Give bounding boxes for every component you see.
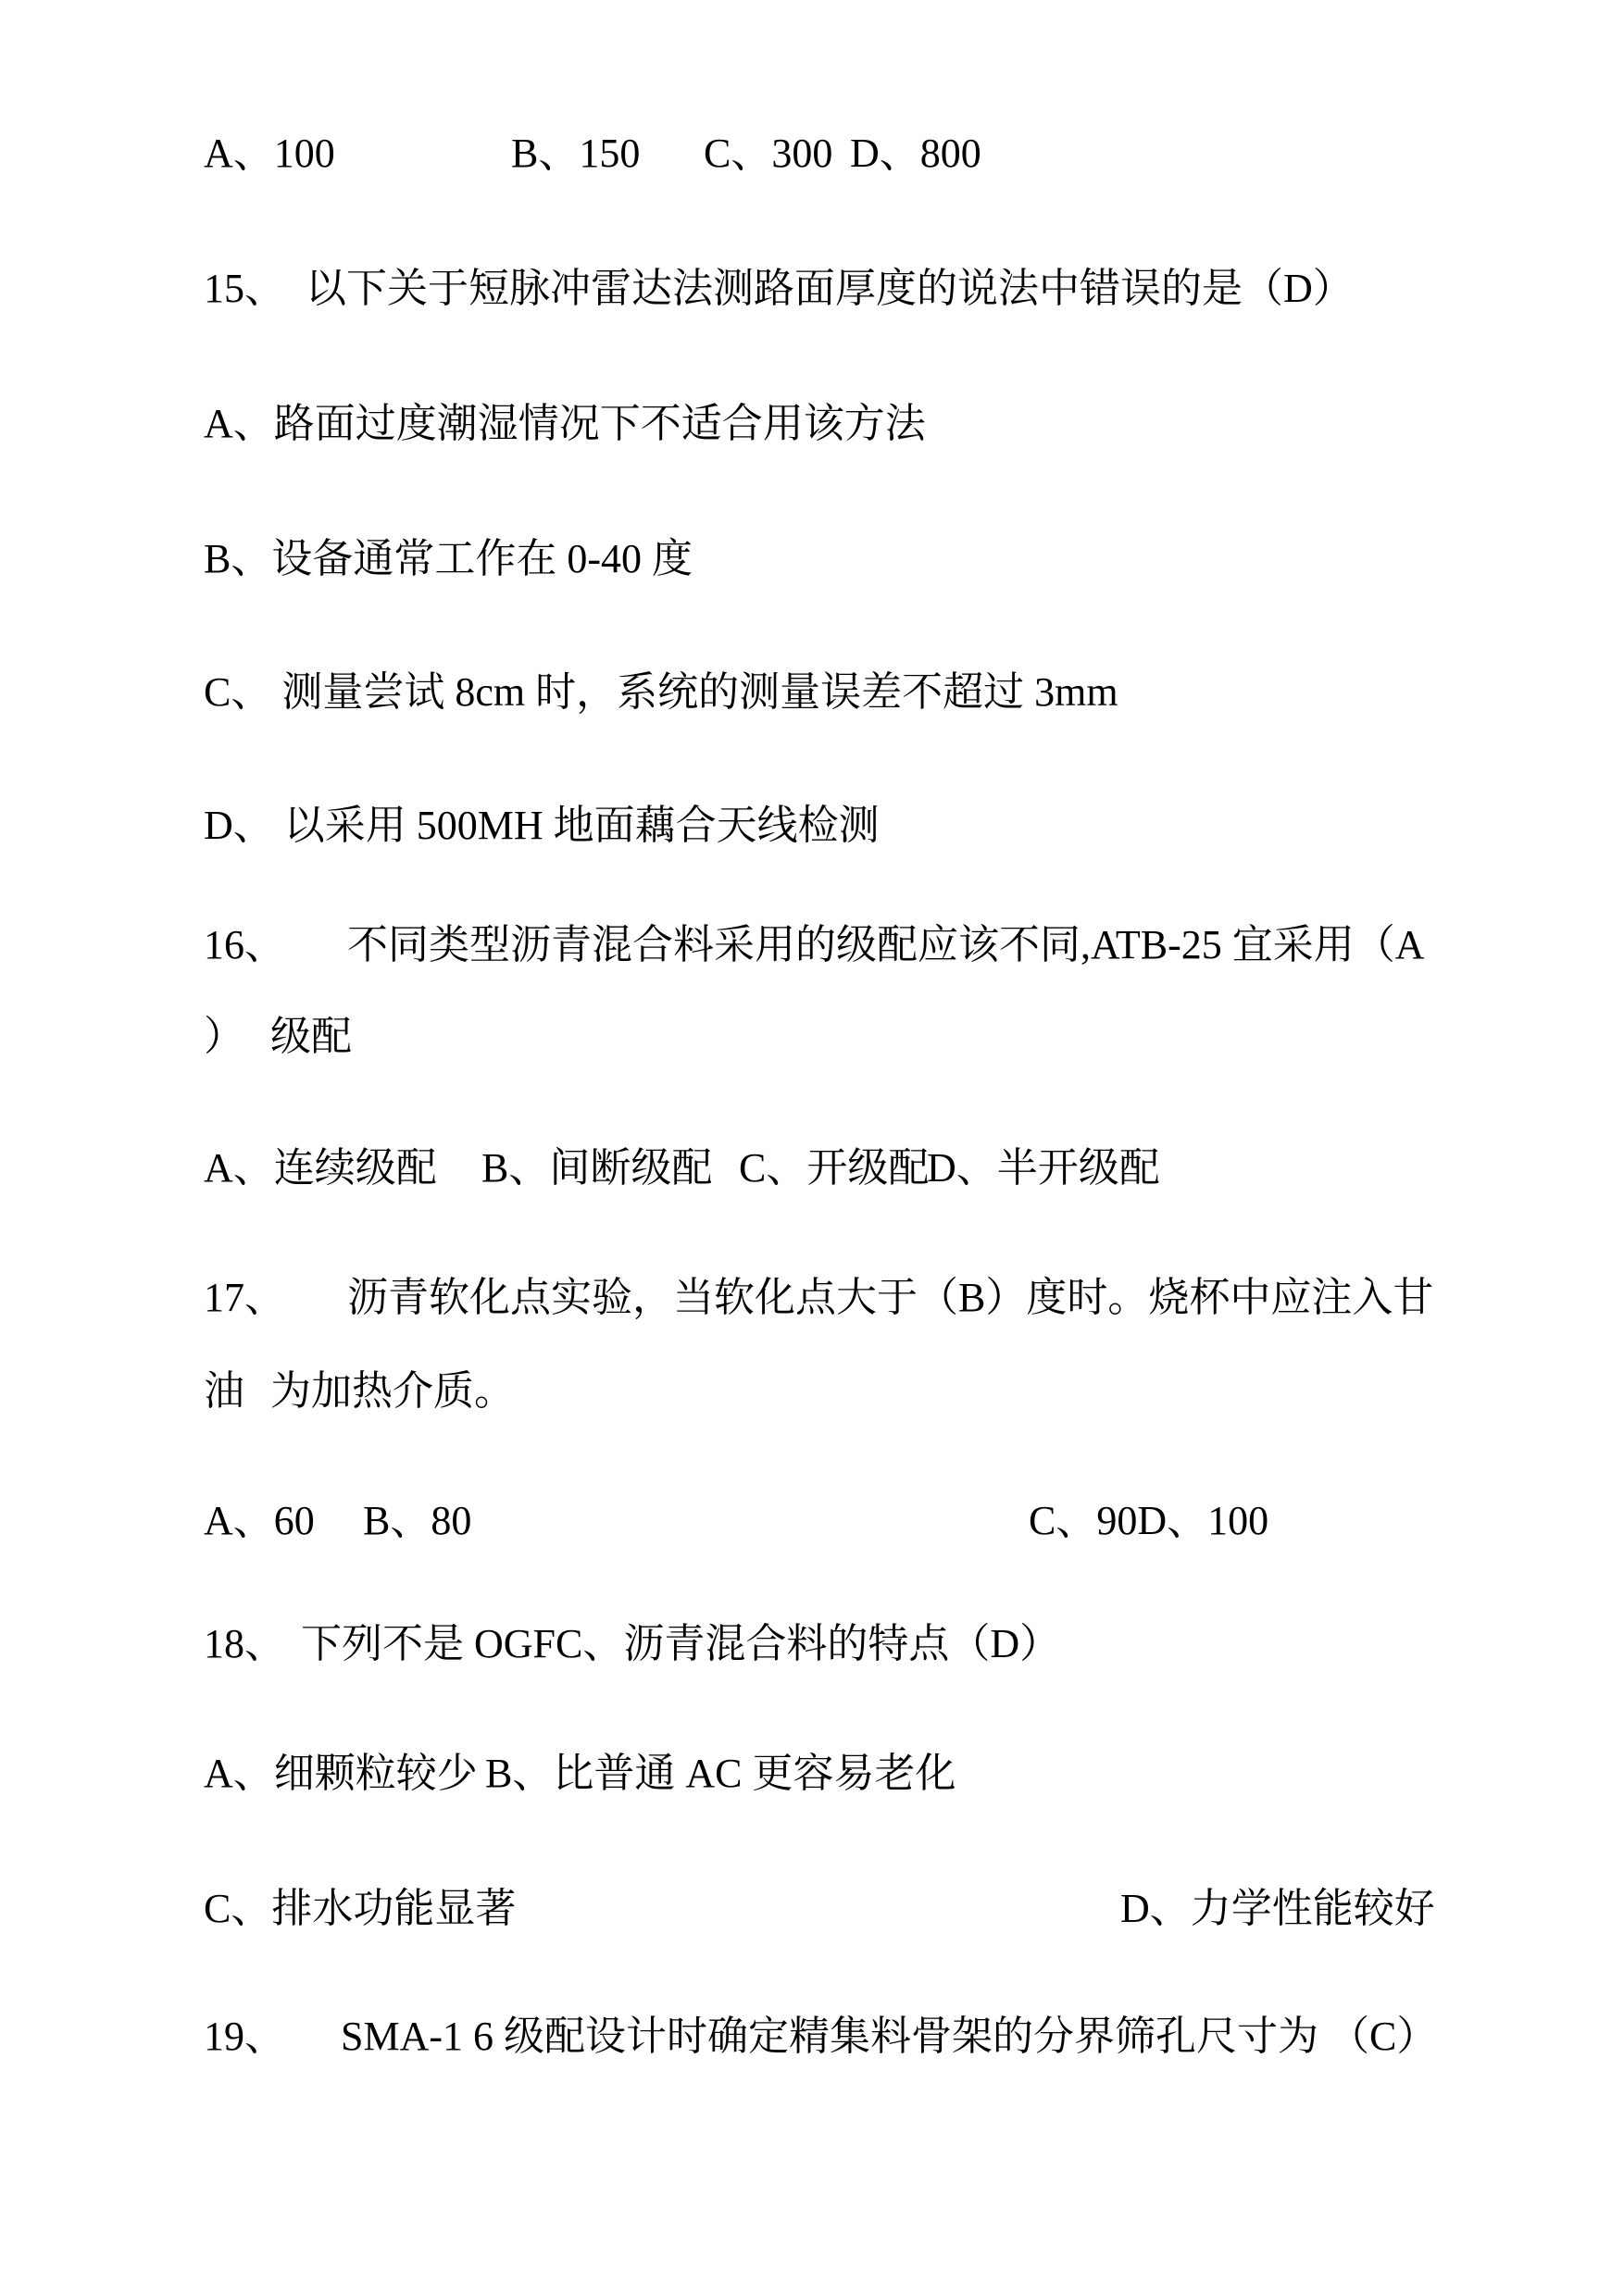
question-15-number: 15、: [204, 266, 285, 311]
question-15-text: 以下关于短脉冲雷达法测路面厚度的说法中错误的是（D）: [306, 266, 1354, 311]
question-16-text: 不同类型沥青混合料采用的级配应该不同,ATB-25 宜采用（A: [347, 922, 1425, 967]
q18-option-a: A、细颗粒较少: [204, 1751, 478, 1796]
q17-option-cd: C、90D、100: [1029, 1498, 1269, 1543]
q15-option-d: D、 以采用 500MH 地面藕合天线检测: [204, 803, 880, 848]
q18-option-b: B、比普通 AC 更容易老化: [485, 1751, 956, 1796]
q15-option-b: B、设备通常工作在 0-40 度: [204, 536, 693, 581]
option-b-label: B、150: [511, 131, 641, 176]
question-17-number: 17、: [204, 1275, 285, 1320]
q17-option-b: B、80: [363, 1498, 472, 1543]
question-16-number: 16、: [204, 922, 285, 967]
question-18-text: 下列不是 OGFC、沥青混合料的特点（D）: [301, 1621, 1061, 1666]
question-17-text-wrap: 为加热介质。: [270, 1368, 515, 1414]
q17-option-a: A、60: [204, 1498, 315, 1543]
q16-option-a: A、连续级配: [204, 1145, 437, 1191]
question-18-number: 18、: [204, 1621, 285, 1666]
q16-option-c: C、开级配: [739, 1145, 930, 1191]
q18-option-d: D、力学性能较好: [1120, 1886, 1435, 1931]
question-17-text-wrap-char: 油: [204, 1368, 244, 1414]
question-17-text: 沥青软化点实验，当软化点大于（B）度时。烧杯中应注入甘: [347, 1275, 1434, 1320]
q16-option-d: D、半开级配: [927, 1145, 1160, 1191]
q18-option-c: C、排水功能显著: [204, 1886, 517, 1931]
question-19-text: SMA-1 6 级配设计时确定精集料骨架的分界筛孔尺寸为 （C）: [341, 2014, 1438, 2059]
question-16-text-wrap: 级配: [270, 1014, 352, 1059]
option-d-label: D、800: [850, 131, 981, 176]
option-c-label: C、300: [704, 131, 833, 176]
question-19-number: 19、: [204, 2014, 285, 2059]
q16-option-b: B、间断级配: [481, 1145, 713, 1191]
q15-option-a: A、路面过度潮湿情况下不适合用该方法: [204, 401, 926, 446]
option-a-label: A、100: [204, 131, 335, 176]
question-16-text-wrap-bracket: ）: [204, 1014, 244, 1059]
q15-option-c: C、 测量尝试 8cm 时，系统的测量误差不超过 3mm: [204, 669, 1118, 715]
